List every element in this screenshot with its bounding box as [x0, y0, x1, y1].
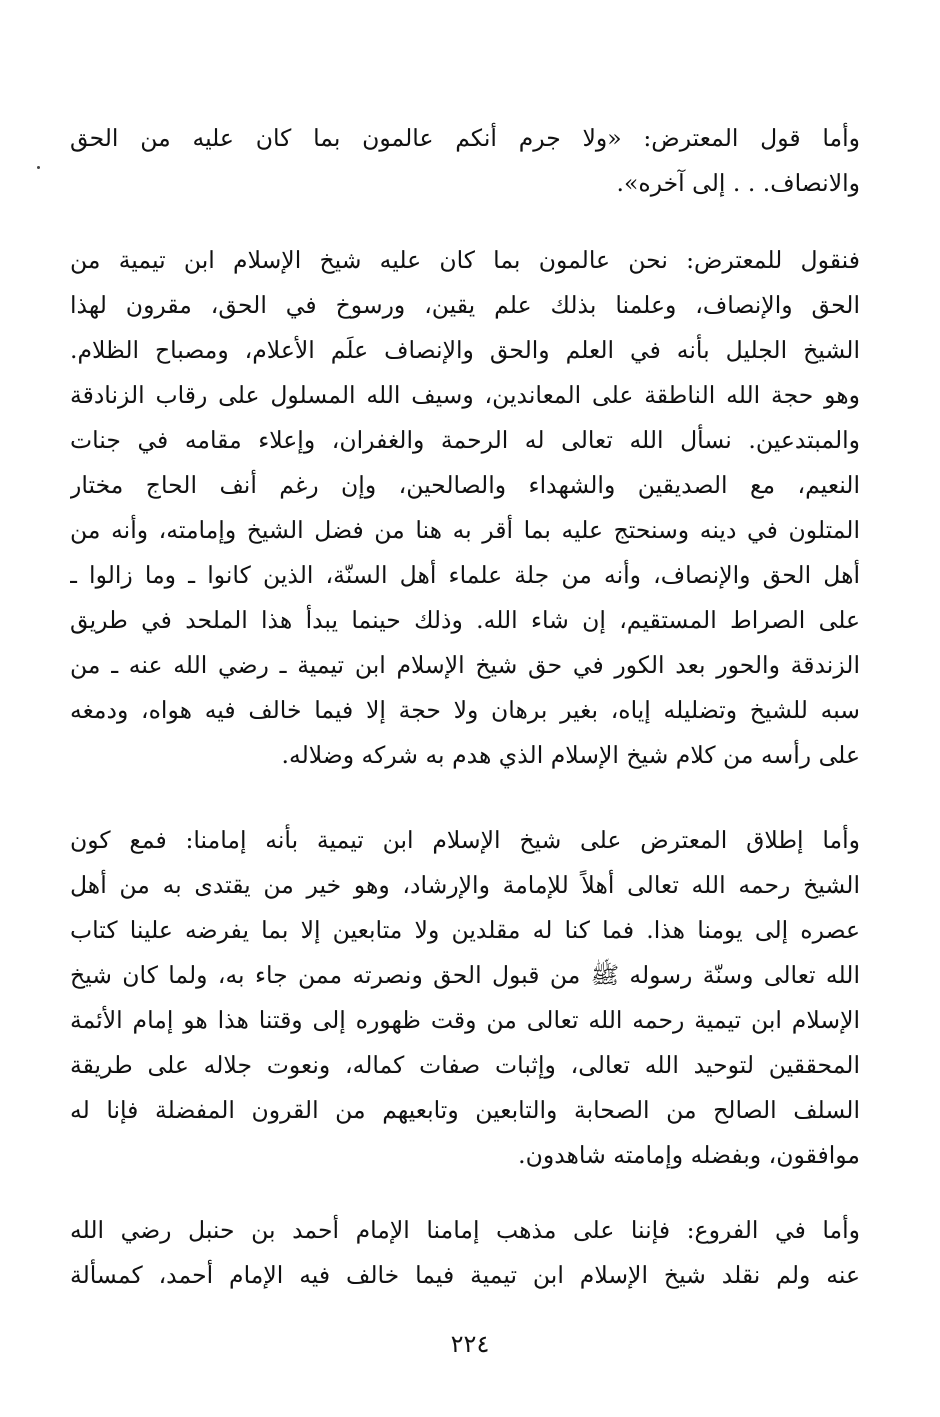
- text-line: فنقول للمعترض: نحن عالمون بما كان عليه شيخ الإسلام ابن تيمية من: [70, 246, 860, 274]
- paragraph-1: [70, 116, 860, 206]
- text-line: عصره إلى يومنا هذا. فما كنا له مقلدين ولا متابعين إلا بما يفرضه علينا كتاب: [70, 916, 860, 944]
- text-line: الشيخ الجليل بأنه في العلم والحق والإنصاف علَم الأعلام، ومصباح الظلام.: [70, 336, 860, 364]
- page-number: ٢٢٤: [450, 1330, 490, 1358]
- text-line: الشيخ رحمه الله تعالى أهلاً للإمامة والإرشاد، وهو خير من يقتدى به من أهل: [70, 871, 860, 899]
- text-line: وأما قول المعترض: «ولا جرم أنكم عالمون بما كان عليه من الحق: [70, 124, 860, 152]
- text-line: سبه للشيخ وتضليله إياه، بغير برهان ولا حجة إلا فيما خالف فيه هواه، ودمغه: [70, 696, 860, 724]
- paragraph-3: [70, 818, 860, 1178]
- text-line: وهو حجة الله الناطقة على المعاندين، وسيف الله المسلول على رقاب الزنادقة: [70, 381, 860, 409]
- text-line: عنه ولم نقلد شيخ الإسلام ابن تيمية فيما خالف فيه الإمام أحمد، كمسألة: [70, 1261, 860, 1289]
- paragraph-2: [70, 238, 860, 778]
- text-line: على رأسه من كلام شيخ الإسلام الذي هدم به شركه وضلاله.: [281, 741, 860, 769]
- text-line: موافقون، وبفضله وإمامته شاهدون.: [518, 1141, 860, 1169]
- text-line: وأما في الفروع: فإننا على مذهب إمامنا الإمام أحمد بن حنبل رضي الله: [70, 1216, 860, 1244]
- text-line: المحققين لتوحيد الله تعالى، وإثبات صفات كماله، ونعوت جلاله على طريقة: [70, 1051, 860, 1079]
- text-line: النعيم، مع الصديقين والشهداء والصالحين، وإن رغم أنف الحاج مختار: [70, 471, 860, 499]
- text-line: المتلون في دينه وسنحتج عليه بما أقر به هنا من فضل الشيخ وإمامته، وأنه من: [70, 516, 860, 544]
- text-line: السلف الصالح من الصحابة والتابعين وتابعيهم من القرون المفضلة فإنا له: [70, 1096, 860, 1124]
- text-line: على الصراط المستقيم، إن شاء الله. وذلك حينما يبدأ هذا الملحد في طريق: [70, 606, 860, 634]
- text-line: الزندقة والحور بعد الكور في حق شيخ الإسلام ابن تيمية ـ رضي الله عنه ـ من: [70, 651, 860, 679]
- text-line: أهل الحق والإنصاف، وأنه من جلة علماء أهل السنّة، الذين كانوا ـ وما زالوا ـ: [70, 561, 860, 589]
- text-line: الإسلام ابن تيمية رحمه الله تعالى من وقت ظهوره إلى وقتنا هذا هو إمام الأئمة: [70, 1006, 860, 1034]
- text-line: والانصاف. . . إلى آخره».: [616, 169, 860, 197]
- paragraph-4: [70, 1208, 860, 1298]
- text-line: الحق والإنصاف، وعلمنا بذلك علم يقين، ورسوخ في الحق، مقرون لهذا: [70, 291, 860, 319]
- text-line: وأما إطلاق المعترض على شيخ الإسلام ابن تيمية بأنه إمامنا: فمع كون: [70, 826, 860, 854]
- text-line: الله تعالى وسنّة رسوله ﷺ من قبول الحق ونصرته ممن جاء به، ولما كان شيخ: [70, 961, 860, 989]
- text-line: والمبتدعين. نسأل الله تعالى له الرحمة والغفران، وإعلاء مقامه في جنات: [70, 426, 860, 454]
- scan-speck: [37, 166, 40, 169]
